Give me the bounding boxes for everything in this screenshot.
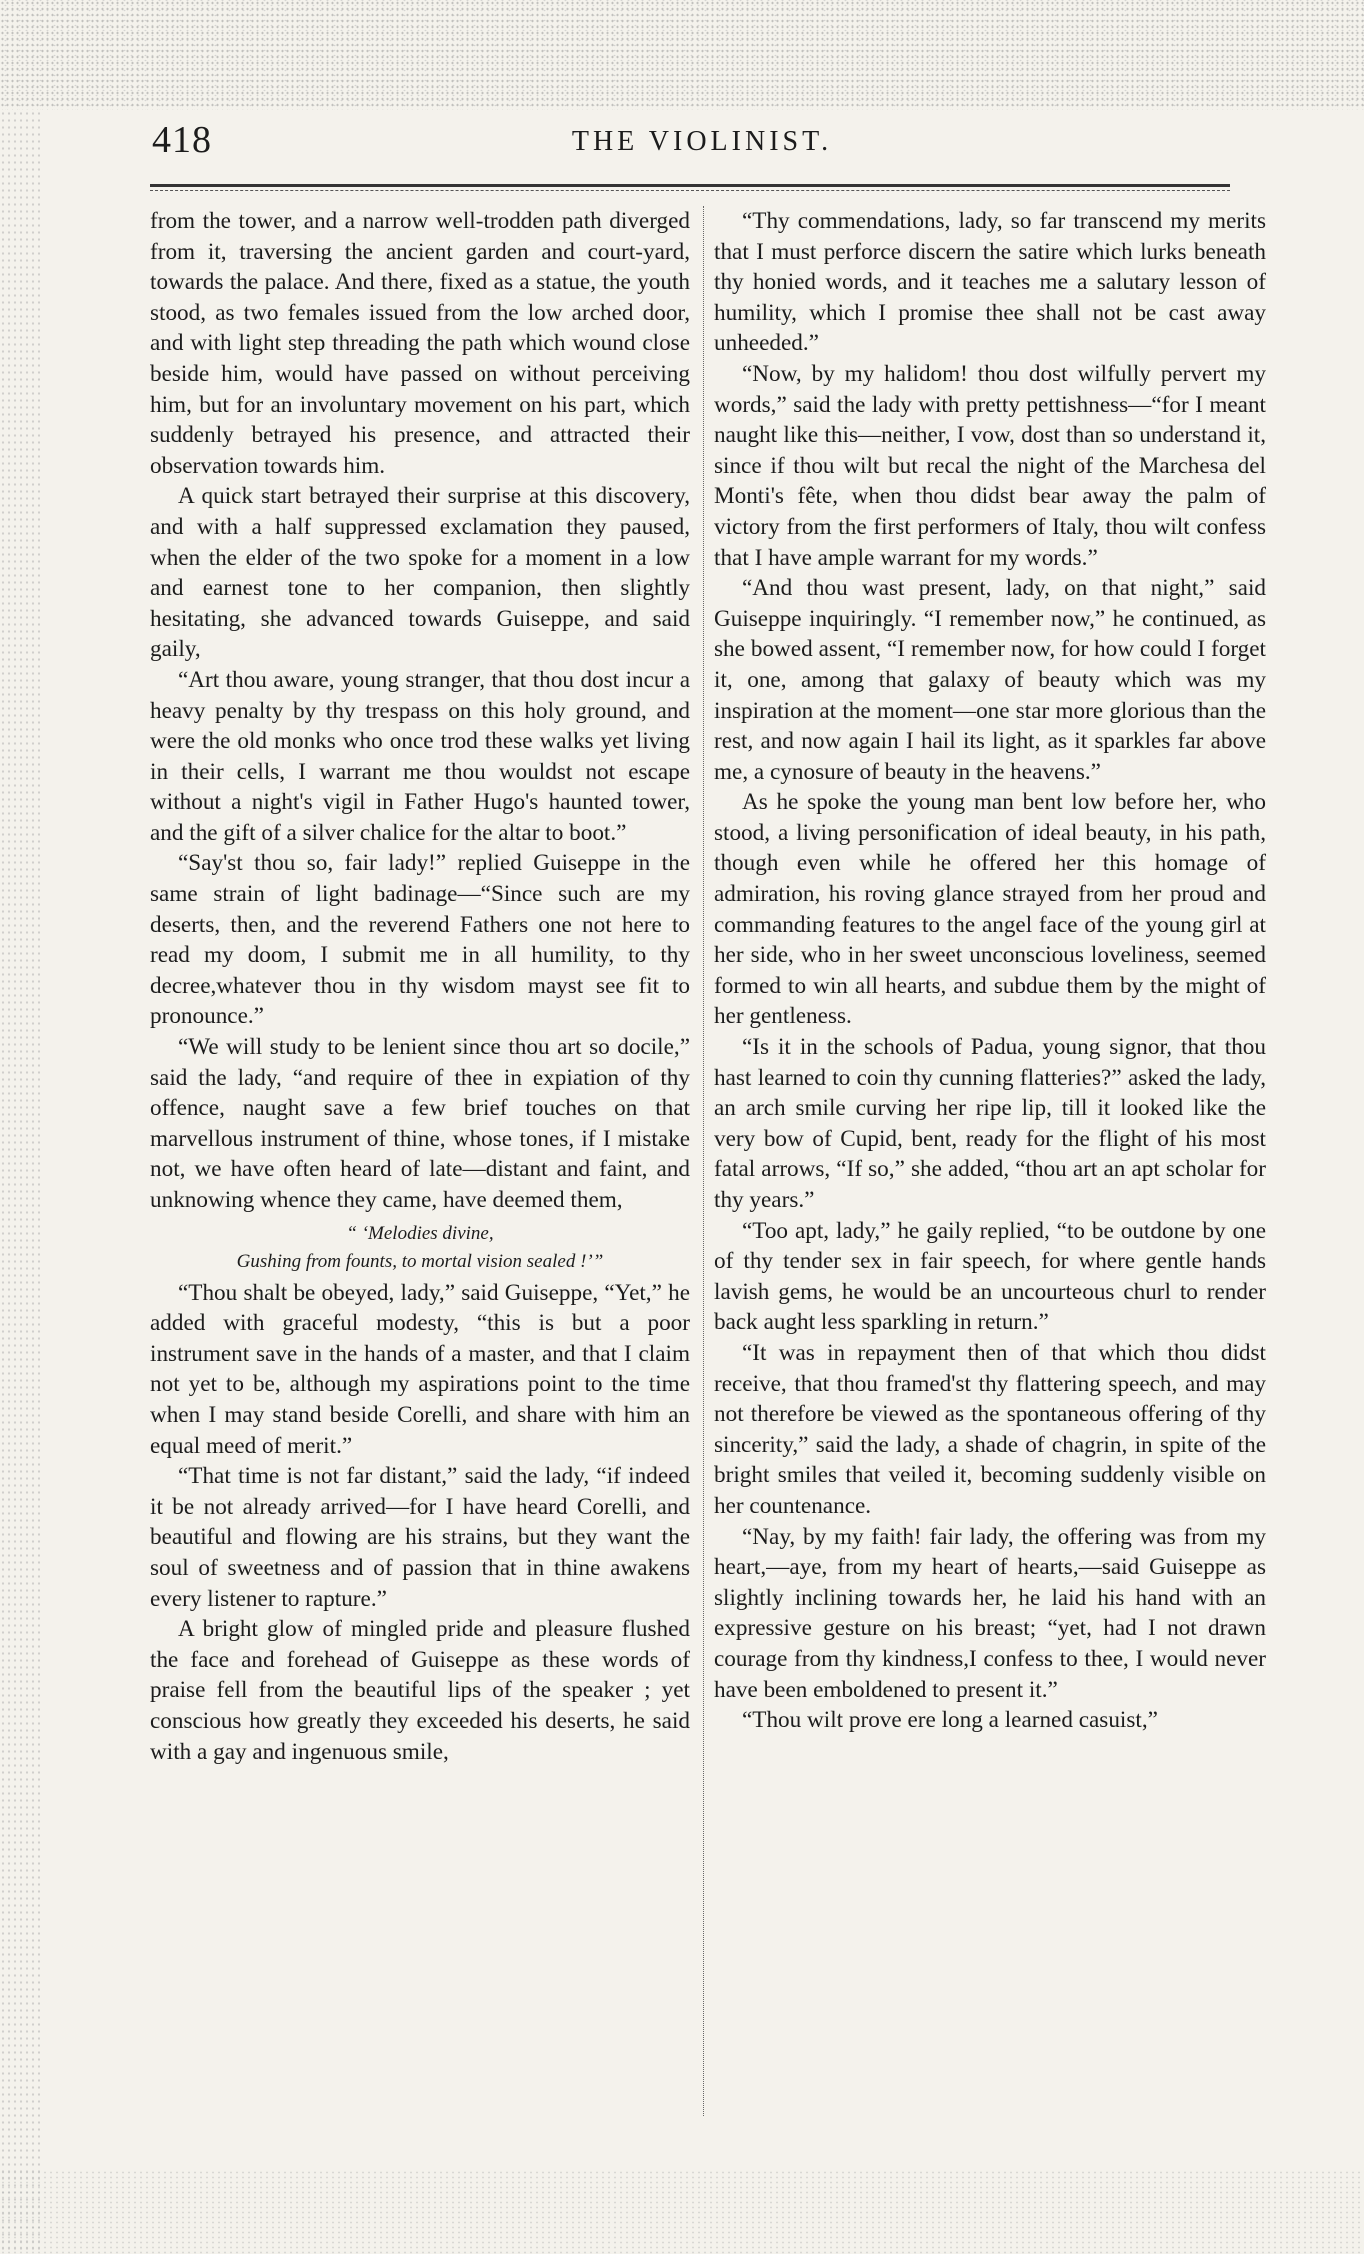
paragraph: “It was in repayment then of that which thou didst receive, that thou framed'st thy flattering speech, and may not therefore be viewed as the spontaneous offering of thy sincerity,” said the lady, a shade of chagrin, in spite of the bright smiles that veiled it, becoming suddenly visible on her countenance. — [714, 1339, 1266, 1519]
paragraph: “Is it in the schools of Padua, young signor, that thou hast learned to coin thy cunning flatteries?” asked the lady, an arch smile curving her ripe lip, till it looked like the very bow of Cupid, bent, ready for the flight of his most fatal arrows, “If so,” she added, “thou art an apt scholar for thy years.” — [714, 1034, 1266, 1213]
right-column — [714, 206, 1266, 1736]
header-rule — [150, 184, 1230, 187]
paragraph: “Thy commendations, lady, so far transcend my merits that I must perforce discern the satire which lurks beneath thy honied words, and it teaches me a salutary lesson of humility, which I promise thee shall not be cast away unheeded.” — [714, 208, 1266, 357]
print-noise-top — [0, 0, 1364, 110]
paragraph: “Too apt, lady,” he gaily replied, “to be outdone by one of thy tender sex in fair speech, for where gentle hands lavish gems, he would be an uncourteous churl to render back aught less sparkling in return.” — [714, 1217, 1266, 1336]
paragraph: A quick start betrayed their surprise at this discovery, and with a half suppressed exclamation they paused, when the elder of the two spoke for a moment in a low and earnest tone to her companion, then slightly hesitating, she advanced towards Guiseppe, and said gaily, — [150, 483, 690, 663]
paragraph: “Thou shalt be obeyed, lady,” said Guiseppe, “Yet,” he added with graceful modesty, “this is but a poor instrument save in the hands of a master, and that I claim not yet to be, although my aspirations point to the time when I may stand beside Corelli, and share with him an equal meed of merit.” — [150, 1279, 690, 1459]
running-title: THE VIOLINIST. — [571, 126, 833, 157]
paragraph: A bright glow of mingled pride and pleasure flushed the face and forehead of Guiseppe as these words of praise fell from the beautiful lips of the speaker ; yet conscious how greatly they exceeded his deserts, he said with a gay and ingenuous smile, — [150, 1616, 690, 1765]
left-column — [150, 206, 690, 1767]
page-number: 418 — [152, 119, 212, 161]
print-noise-left — [0, 110, 40, 2254]
paragraph: “That time is not far distant,” said the lady, “if indeed it be not already arrived—for I have heard Corelli, and beautiful and flowing are his strains, but they want the soul of sweetness and of passion that in thine awakens every listener to rapture.” — [150, 1463, 690, 1612]
column-divider — [703, 206, 704, 2116]
paragraph: “Thou wilt prove ere long a learned casuist,” — [742, 1707, 1158, 1734]
paragraph: As he spoke the young man bent low before her, who stood, a living personification of ideal beauty, in his path, though even while he offered her this homage of admiration, his roving glance strayed from her proud and commanding features to the angel face of the young girl at her side, who in her sweet unconscious loveliness, seemed formed to win all hearts, and subdue them by the might of her gentleness. — [714, 789, 1266, 1030]
paragraph: “And thou wast present, lady, on that night,” said Guiseppe inquiringly. “I remember now,” he continued, as she bowed assent, “I remember now, for how could I forget it, one, among that galaxy of beauty which was my inspiration at the moment—one star more glorious than the rest, and now again I hail its light, as it sparkles far above me, a cynosure of beauty in the heavens.” — [714, 575, 1266, 785]
paragraph: from the tower, and a narrow well-trodden path diverged from it, traversing the ancient garden and court-yard, towards the palace. And there, fixed as a statue, the youth stood, as two females issued from the low arched door, and with light step threading the path which wound close beside him, would have passed on without perceiving him, but for an involuntary movement on his part, which suddenly betrayed his presence, and attracted their observation towards him. — [150, 208, 690, 479]
paragraph: “Say'st thou so, fair lady!” replied Guiseppe in the same strain of light badinage—“Since such are my deserts, then, and the reverend Fathers one not here to read my doom, I submit me in all humility, to thy decree,whatever thou in thy wisdom mayst see fit to pronounce.” — [150, 850, 690, 1030]
paragraph: “Now, by my halidom! thou dost wilfully pervert my words,” said the lady with pretty pettishness—“for I meant naught like this—neither, I vow, dost than so understand it, since if thou wilt but recal the night of the Marchesa del Monti's fête, when thou didst bear away the palm of victory from the first performers of Italy, thou wilt confess that I have ample warrant for my words.” — [714, 360, 1266, 571]
paragraph: “We will study to be lenient since thou art so docile,” said the lady, “and require of thee in expiation of thy offence, naught save a few brief touches on that marvellous instrument of thine, whose tones, if I mistake not, we have often heard of late—distant and faint, and unknowing whence they came, have deemed them, — [150, 1034, 690, 1213]
print-noise-bottom — [0, 2170, 1364, 2254]
verse-line: “ ‘Melodies divine, — [346, 1222, 494, 1244]
verse-line: Gushing from founts, to mortal vision sealed !’” — [236, 1250, 604, 1272]
header-rule-dashed — [150, 190, 1230, 191]
paragraph: “Nay, by my faith! fair lady, the offering was from my heart,—aye, from my heart of hearts,—said Guiseppe as slightly inclining towards her, he laid his hand with an expressive gesture on his breast; “yet, had I not drawn courage from thy kindness,I confess to thee, I would never have been emboldened to present it.” — [714, 1523, 1266, 1703]
paragraph: “Art thou aware, young stranger, that thou dost incur a heavy penalty by thy trespass on this holy ground, and were the old monks who once trod these walks yet living in their cells, I warrant me thou wouldst not escape without a night's vigil in Father Hugo's haunted tower, and the gift of a silver chalice for the altar to boot.” — [150, 666, 690, 846]
